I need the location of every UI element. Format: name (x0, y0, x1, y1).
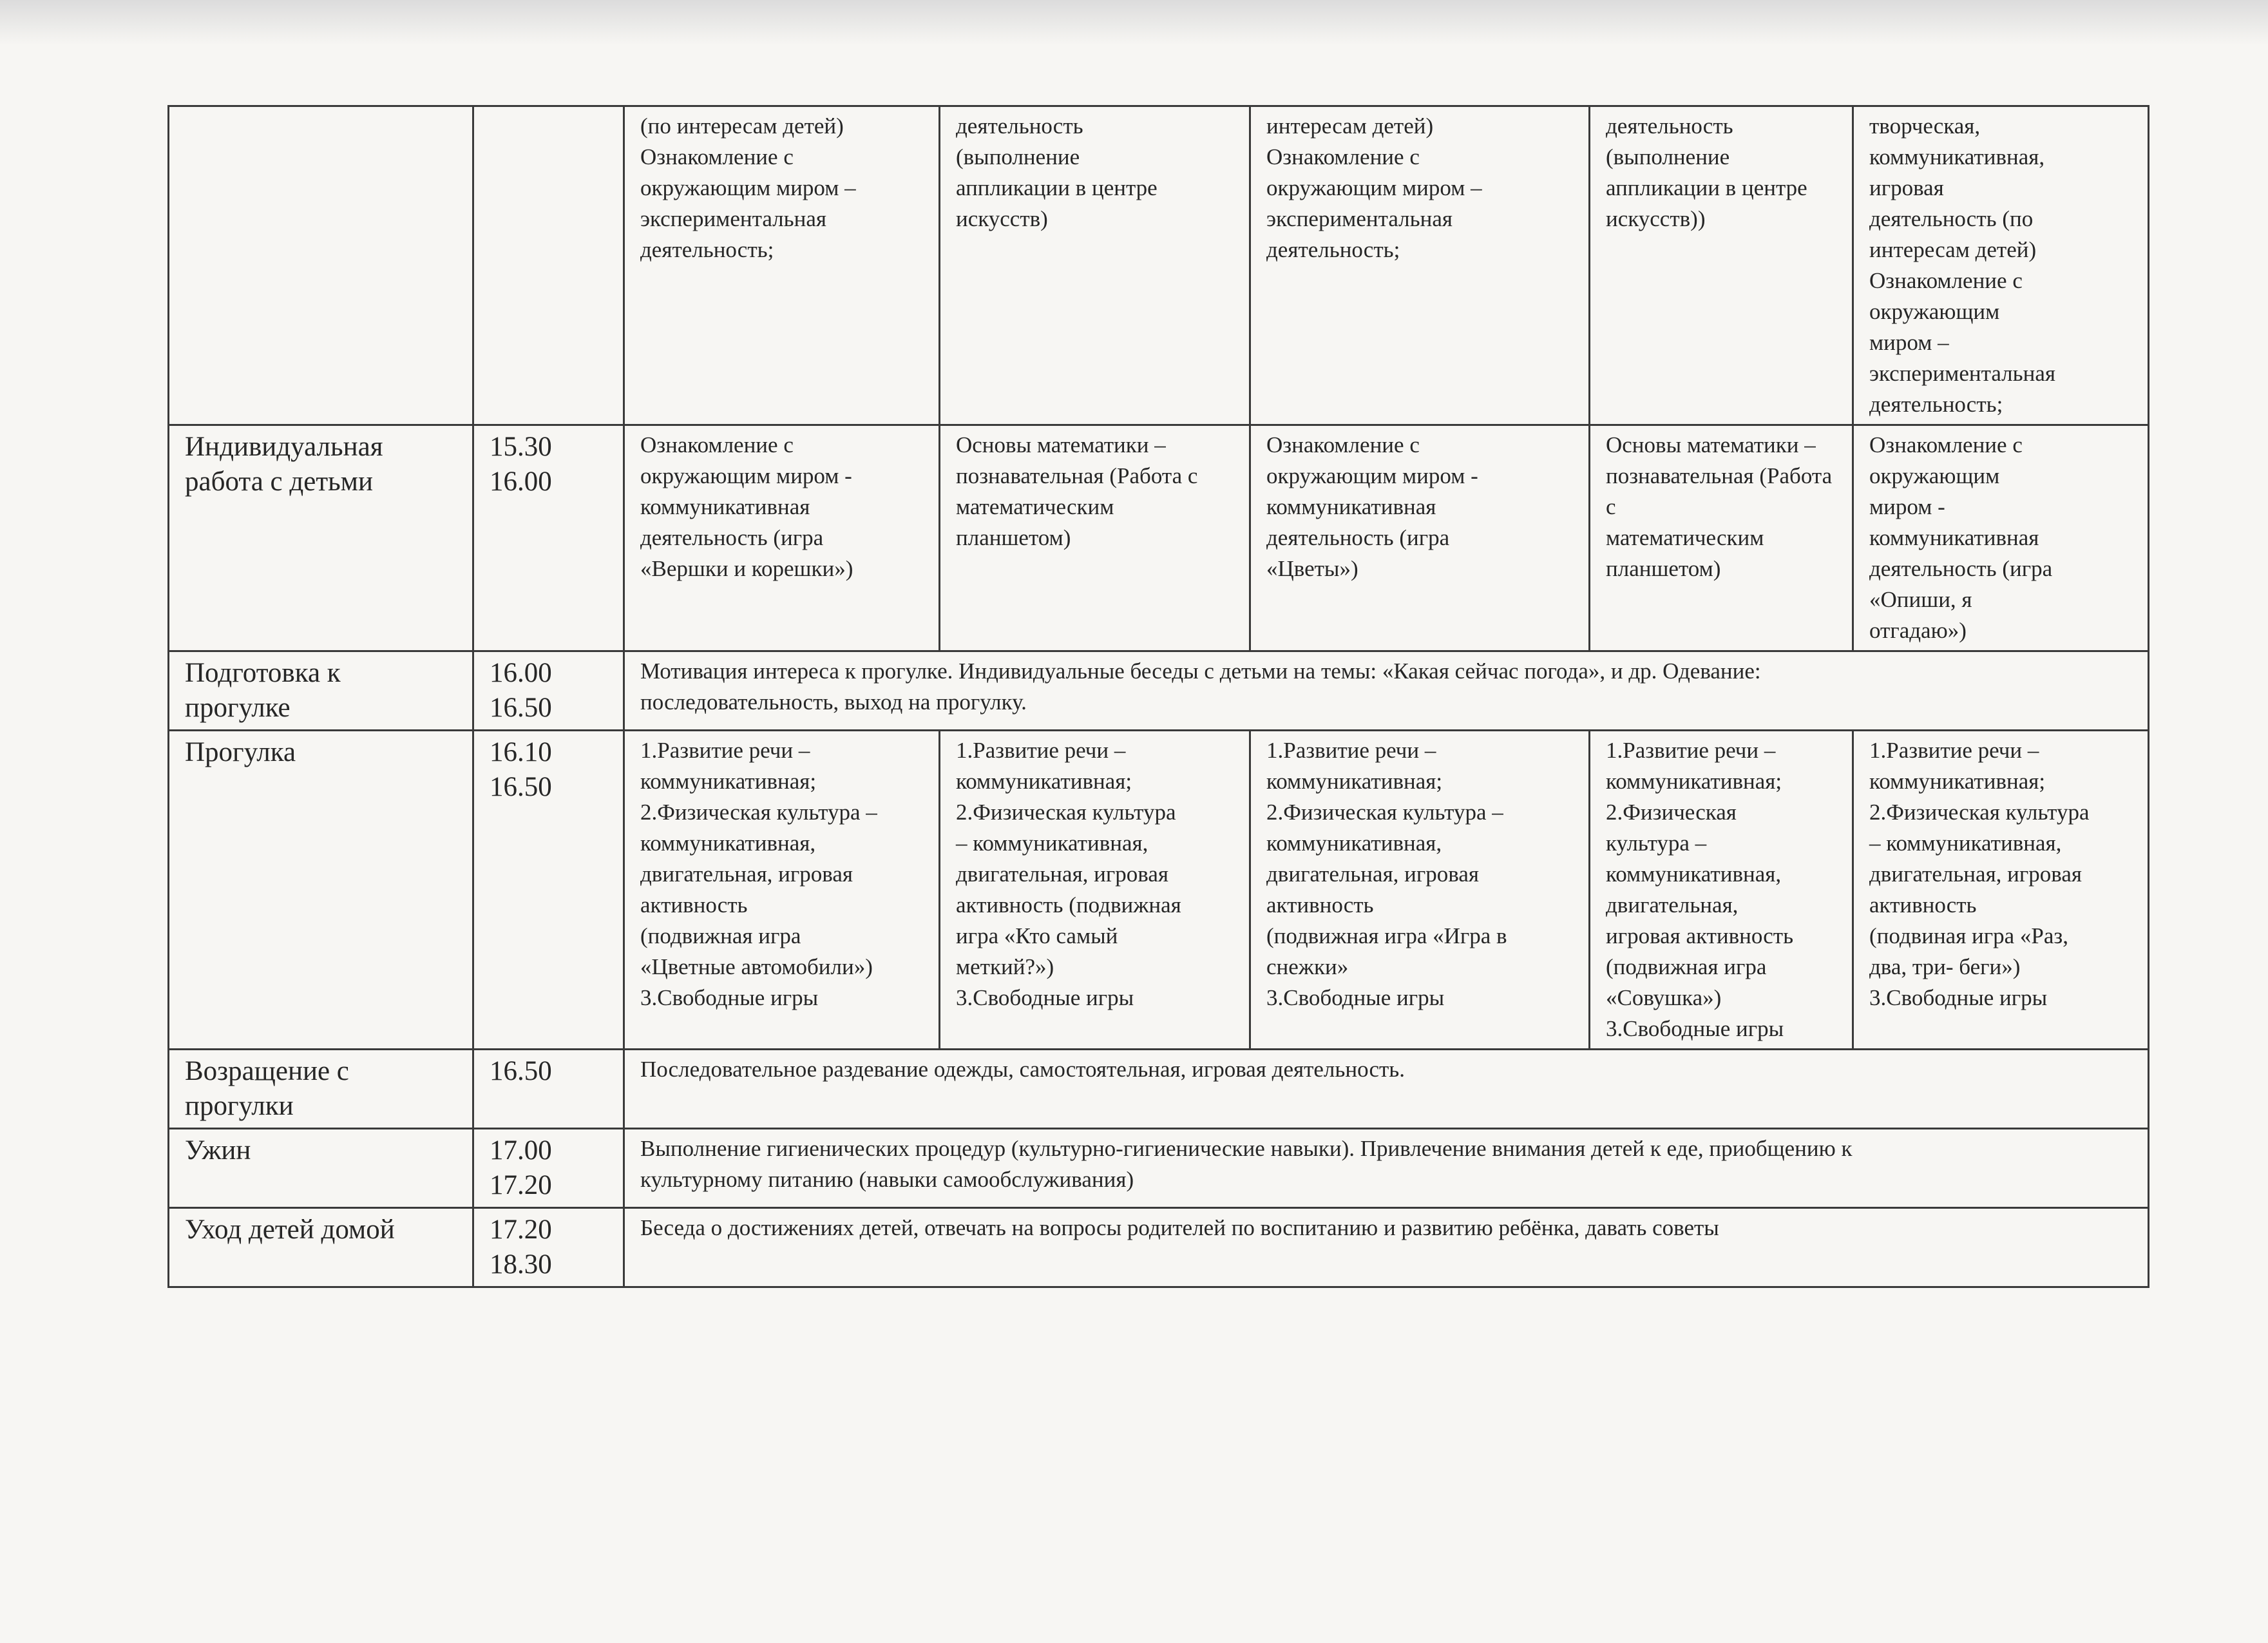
day-cell-2: Основы математики – познавательная (Работа с математическим планшетом) (940, 425, 1250, 651)
row-label: Ужин (169, 1129, 473, 1208)
day-cell-1: Ознакомление с окружающим миром - коммуникативная деятельность (игра «Вершки и корешки») (624, 425, 940, 651)
day-cell-5: Ознакомление с окружающим миром - коммуникативная деятельность (игра «Опиши, я отгадаю») (1853, 425, 2149, 651)
row-label: Уход детей домой (169, 1208, 473, 1287)
row-label (169, 106, 473, 425)
row-time (473, 106, 624, 425)
day-cell-4: деятельность (выполнение аппликации в центре искусств)) (1590, 106, 1853, 425)
row-label: Прогулка (169, 731, 473, 1050)
table-row (169, 106, 2149, 425)
table-row (169, 1208, 2149, 1287)
day-cell-5: творческая, коммуникативная, игровая деятельность (по интересам детей) Ознакомление с окружающим миром – экспериментальная деятельность; (1853, 106, 2149, 425)
day-cell-3: Ознакомление с окружающим миром - коммуникативная деятельность (игра «Цветы») (1250, 425, 1590, 651)
table-row (169, 425, 2149, 651)
activity-description: Выполнение гигиенических процедур (культурно-гигиенические навыки). Привлечение внимания детей к еде, приобщению к культурному питанию (навыки самообслуживания) (624, 1129, 2149, 1208)
day-cell-5: 1.Развитие речи – коммуникативная; 2.Физическая культура – коммуникативная, двигательная, игровая активность (подвиная игра «Раз, два, три- беги») 3.Свободные игры (1853, 731, 2149, 1050)
scan-shadow (0, 0, 2268, 45)
row-time: 17.00 17.20 (473, 1129, 624, 1208)
row-label: Индивидуальная работа с детьми (169, 425, 473, 651)
row-label: Подготовка к прогулке (169, 651, 473, 731)
day-cell-3: 1.Развитие речи – коммуникативная; 2.Физическая культура – коммуникативная, двигательная, игровая активность (подвижная игра «Игра в снежки» 3.Свободные игры (1250, 731, 1590, 1050)
row-label: Возращение с прогулки (169, 1050, 473, 1129)
daily-schedule-table (167, 105, 2149, 1288)
day-cell-2: деятельность (выполнение аппликации в центре искусств) (940, 106, 1250, 425)
day-cell-4: 1.Развитие речи – коммуникативная; 2.Физическая культура – коммуникативная, двигательная, игровая активность (подвижная игра «Совушка») 3.Свободные игры (1590, 731, 1853, 1050)
activity-description: Последовательное раздевание одежды, самостоятельная, игровая деятельность. (624, 1050, 2149, 1129)
row-time: 16.00 16.50 (473, 651, 624, 731)
table-row (169, 731, 2149, 1050)
day-cell-1: (по интересам детей) Ознакомление с окружающим миром – экспериментальная деятельность; (624, 106, 940, 425)
day-cell-1: 1.Развитие речи – коммуникативная; 2.Физическая культура – коммуникативная, двигательная, игровая активность (подвижная игра «Цветные автомобили») 3.Свободные игры (624, 731, 940, 1050)
row-time: 16.10 16.50 (473, 731, 624, 1050)
table-row (169, 1050, 2149, 1129)
row-time: 17.20 18.30 (473, 1208, 624, 1287)
activity-description: Беседа о достижениях детей, отвечать на вопросы родителей по воспитанию и развитию ребёнка, давать советы (624, 1208, 2149, 1287)
day-cell-3: интересам детей) Ознакомление с окружающим миром – экспериментальная деятельность; (1250, 106, 1590, 425)
row-time: 15.30 16.00 (473, 425, 624, 651)
table-row (169, 651, 2149, 731)
day-cell-4: Основы математики – познавательная (Работа с математическим планшетом) (1590, 425, 1853, 651)
table-row (169, 1129, 2149, 1208)
row-time: 16.50 (473, 1050, 624, 1129)
day-cell-2: 1.Развитие речи – коммуникативная; 2.Физическая культура – коммуникативная, двигательная, игровая активность (подвижная игра «Кто самый меткий?») 3.Свободные игры (940, 731, 1250, 1050)
activity-description: Мотивация интереса к прогулке. Индивидуальные беседы с детьми на темы: «Какая сейчас погода», и др. Одевание: последовательность, выход на прогулку. (624, 651, 2149, 731)
